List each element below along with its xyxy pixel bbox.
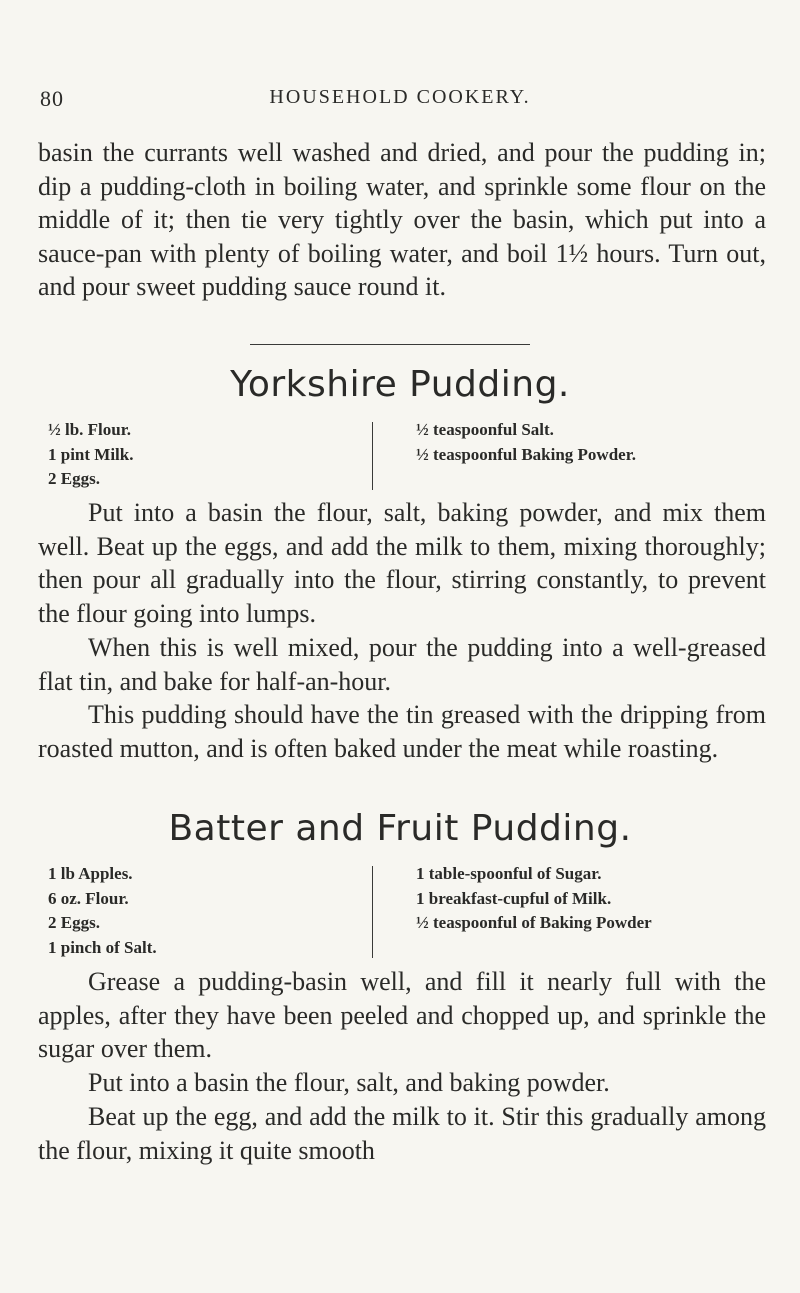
ingredient-item: 2 Eggs. [48, 469, 100, 488]
ingredient-item: 1 table-spoonful of Sugar. [416, 864, 602, 883]
recipe-title-batter-fruit: Batter and Fruit Pudding. [168, 808, 632, 849]
recipe-paragraph: This pudding should have the tin greased with the dripping from roasted mutton, and is often baked under the meat while roasting. [38, 700, 766, 763]
ingredient-item: 6 oz. Flour. [48, 888, 129, 908]
page-header [40, 86, 760, 116]
ingredient-item: 1 pinch of Salt. [48, 937, 157, 957]
page-number: 80 [40, 86, 64, 111]
ingredients-left-column [48, 418, 134, 492]
ingredient-item: ½ lb. Flour. [48, 420, 131, 439]
ingredients-left-column [48, 862, 157, 960]
intro-paragraph: basin the currants well washed and dried, and pour the pudding in; dip a pudding-cloth in boiling water, and sprinkle some flour on the middle of it; then tie very tightly over the basin, which put into a sauce-pan with plenty of boiling water, and boil 1½ hours. Turn out, and pour sweet pudding sauce round it. [38, 138, 766, 301]
ingredient-item: ½ teaspoonful of Baking Powder [416, 913, 652, 932]
recipe-paragraph: Put into a basin the flour, salt, baking powder, and mix them well. Beat up the eggs, and add the milk to them, mixing thoroughly; then pour all gradually into the flour, stirring constantly, to prevent the flour going into lumps. [38, 498, 766, 628]
ingredient-item: 1 pint Milk. [48, 444, 134, 464]
recipe-paragraph: Put into a basin the flour, salt, and baking powder. [88, 1068, 610, 1097]
ingredients-right-column [416, 418, 636, 467]
ingredient-item: 2 Eggs. [48, 913, 100, 932]
ingredient-item: 1 breakfast-cupful of Milk. [416, 888, 612, 908]
running-head: HOUSEHOLD COOKERY. [269, 86, 531, 108]
recipe-paragraph: When this is well mixed, pour the pudding into a well-greased flat tin, and bake for half-an-hour. [38, 633, 766, 696]
ingredient-item: ½ teaspoonful Baking Powder. [416, 444, 636, 464]
recipe-title-yorkshire: Yorkshire Pudding. [230, 364, 570, 405]
ingredient-item: 1 lb Apples. [48, 864, 133, 883]
recipe-paragraph: Beat up the egg, and add the milk to it. Stir this gradually among the flour, mixing it quite smooth [38, 1102, 766, 1165]
ingredient-item: ½ teaspoonful Salt. [416, 420, 554, 439]
ingredients-divider [372, 422, 373, 490]
ingredients-divider [372, 866, 373, 958]
section-divider [250, 344, 530, 345]
ingredients-right-column [416, 862, 652, 936]
recipe-paragraph: Grease a pudding-basin well, and fill it nearly full with the apples, after they have been peeled and chopped up, and sprinkle the sugar over them. [38, 967, 766, 1063]
